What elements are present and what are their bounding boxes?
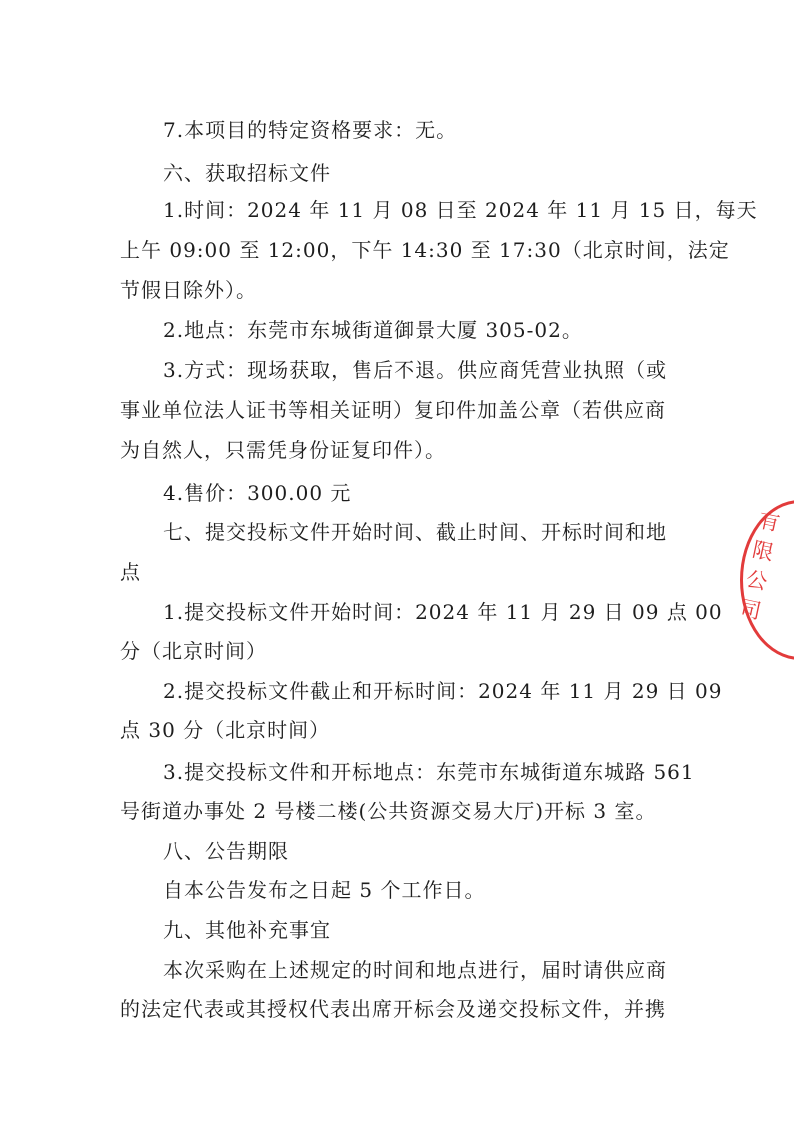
text-line: 1.时间：2024 年 11 月 08 日至 2024 年 11 月 15 日，每天 — [163, 198, 758, 222]
text-line: 事业单位法人证书等相关证明）复印件加盖公章（若供应商 — [120, 398, 666, 422]
text-line: 本次采购在上述规定的时间和地点进行，届时请供应商 — [163, 958, 667, 982]
section-heading: 七、提交投标文件开始时间、截止时间、开标时间和地 — [163, 520, 667, 544]
section-heading: 八、公告期限 — [163, 839, 289, 863]
seal-char: 有 — [756, 507, 782, 536]
text-line: 2.提交投标文件截止和开标时间：2024 年 11 月 29 日 09 — [163, 679, 723, 703]
text-line: 1.提交投标文件开始时间：2024 年 11 月 29 日 09 点 00 — [163, 600, 723, 624]
text-line: 点 30 分（北京时间） — [120, 718, 331, 742]
text-line: 为自然人，只需凭身份证复印件）。 — [120, 438, 446, 462]
section-heading: 点 — [120, 560, 141, 584]
seal-char: 限 — [750, 537, 776, 566]
text-line: 的法定代表或其授权代表出席开标会及递交投标文件，并携 — [120, 997, 666, 1021]
section-heading: 九、其他补充事宜 — [163, 918, 331, 942]
seal-char: 司 — [737, 595, 764, 624]
text-line: 4.售价：300.00 元 — [163, 481, 352, 505]
text-line: 2.地点：东莞市东城街道御景大厦 305-02。 — [163, 318, 583, 342]
text-line: 7.本项目的特定资格要求：无。 — [163, 118, 458, 142]
text-line: 分（北京时间） — [120, 639, 267, 663]
section-heading: 六、获取招标文件 — [163, 161, 331, 185]
text-line: 3.提交投标文件和开标地点：东莞市东城街道东城路 561 — [163, 760, 695, 784]
text-line: 上午 09:00 至 12:00，下午 14:30 至 17:30（北京时间，法定 — [120, 238, 730, 262]
text-line: 自本公告发布之日起 5 个工作日。 — [163, 878, 486, 902]
text-line: 号街道办事处 2 号楼二楼(公共资源交易大厅)开标 3 室。 — [120, 799, 657, 823]
text-line: 3.方式：现场获取，售后不退。供应商凭营业执照（或 — [163, 358, 668, 382]
seal-char: 公 — [743, 566, 770, 595]
text-line: 节假日除外）。 — [120, 278, 257, 302]
